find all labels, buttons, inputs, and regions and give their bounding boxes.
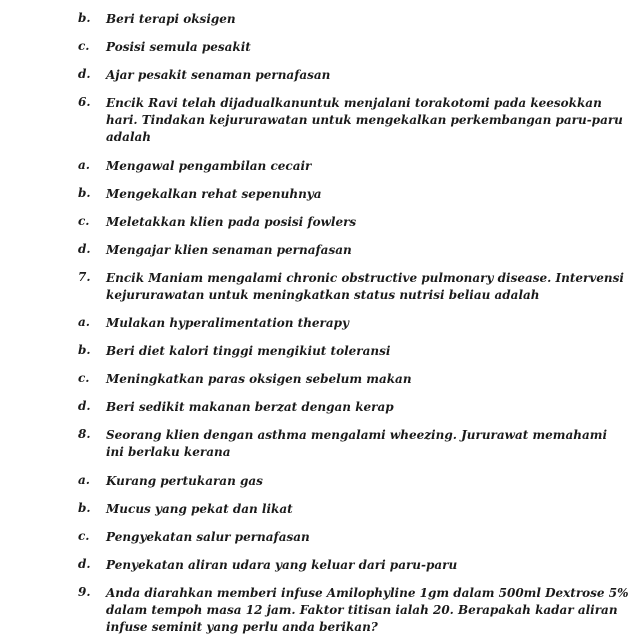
question-number: 7. — [78, 270, 91, 284]
option-text — [106, 343, 576, 360]
option-text — [106, 557, 576, 574]
option-letter: b. — [78, 501, 91, 515]
option-text — [106, 186, 576, 203]
text-line: Seorang klien dengan asthma mengalami wheezing. Jururawat memahami — [106, 428, 608, 442]
option-letter: b. — [78, 11, 91, 25]
text-line: Mucus yang pekat dan likat — [106, 502, 293, 516]
option-text — [106, 11, 576, 28]
text-line: Beri sedikit makanan berzat dengan kerap — [106, 400, 394, 414]
question-text — [106, 585, 629, 636]
text-line: Mengawal pengambilan cecair — [106, 159, 312, 173]
option-letter: c. — [78, 39, 90, 53]
text-line: infuse seminit yang perlu anda berikan? — [106, 620, 378, 634]
question-number: 8. — [78, 427, 91, 441]
text-line: hari. Tindakan kejururawatan untuk mengekalkan perkembangan paru-paru — [106, 113, 623, 127]
option-text — [106, 39, 576, 56]
option-letter: a. — [78, 158, 90, 172]
option-letter: d. — [78, 557, 91, 571]
text-line: Ajar pesakit senaman pernafasan — [106, 68, 331, 82]
option-text — [106, 242, 576, 259]
text-line: Beri diet kalori tinggi mengikiut toleransi — [106, 344, 391, 358]
option-text — [106, 158, 576, 175]
text-line: dalam tempoh masa 12 jam. Faktor titisan ialah 20. Berapakah kadar aliran — [106, 603, 618, 617]
text-line: Meningkatkan paras oksigen sebelum makan — [106, 372, 412, 386]
option-text — [106, 529, 576, 546]
text-line: kejururawatan untuk meningkatkan status nutrisi beliau adalah — [106, 288, 540, 302]
text-line: Beri terapi oksigen — [106, 12, 236, 26]
text-line: Mengekalkan rehat sepenuhnya — [106, 187, 322, 201]
text-line: Anda diarahkan memberi infuse Amilophyline 1gm dalam 500ml Dextrose 5% — [106, 586, 629, 600]
text-line: Mulakan hyperalimentation therapy — [106, 316, 350, 330]
question-text — [106, 95, 623, 146]
question-text — [106, 270, 624, 304]
option-text — [106, 399, 576, 416]
text-line: Pengyekatan salur pernafasan — [106, 530, 310, 544]
option-letter: b. — [78, 186, 91, 200]
option-letter: d. — [78, 67, 91, 81]
text-line: adalah — [106, 130, 151, 144]
option-letter: d. — [78, 399, 91, 413]
text-line: Posisi semula pesakit — [106, 40, 251, 54]
text-line: Kurang pertukaran gas — [106, 474, 263, 488]
text-line: Meletakkan klien pada posisi fowlers — [106, 215, 357, 229]
option-letter: c. — [78, 371, 90, 385]
question-number: 9. — [78, 585, 91, 599]
text-line: Encik Ravi telah dijadualkanuntuk menjalani torakotomi pada keesokkan — [106, 96, 602, 110]
question-text — [106, 427, 608, 461]
option-letter: a. — [78, 473, 90, 487]
option-text — [106, 315, 576, 332]
option-text — [106, 473, 576, 490]
option-letter: b. — [78, 343, 91, 357]
option-text — [106, 371, 576, 388]
question-number: 6. — [78, 95, 91, 109]
text-line: Encik Maniam mengalami chronic obstructive pulmonary disease. Intervensi — [106, 271, 624, 285]
option-letter: d. — [78, 242, 91, 256]
text-line: Mengajar klien senaman pernafasan — [106, 243, 352, 257]
text-line: Penyekatan aliran udara yang keluar dari paru-paru — [106, 558, 458, 572]
text-line: ini berlaku kerana — [106, 445, 231, 459]
option-letter: c. — [78, 214, 90, 228]
option-text — [106, 214, 576, 231]
option-text — [106, 67, 576, 84]
option-text — [106, 501, 576, 518]
option-letter: c. — [78, 529, 90, 543]
option-letter: a. — [78, 315, 90, 329]
